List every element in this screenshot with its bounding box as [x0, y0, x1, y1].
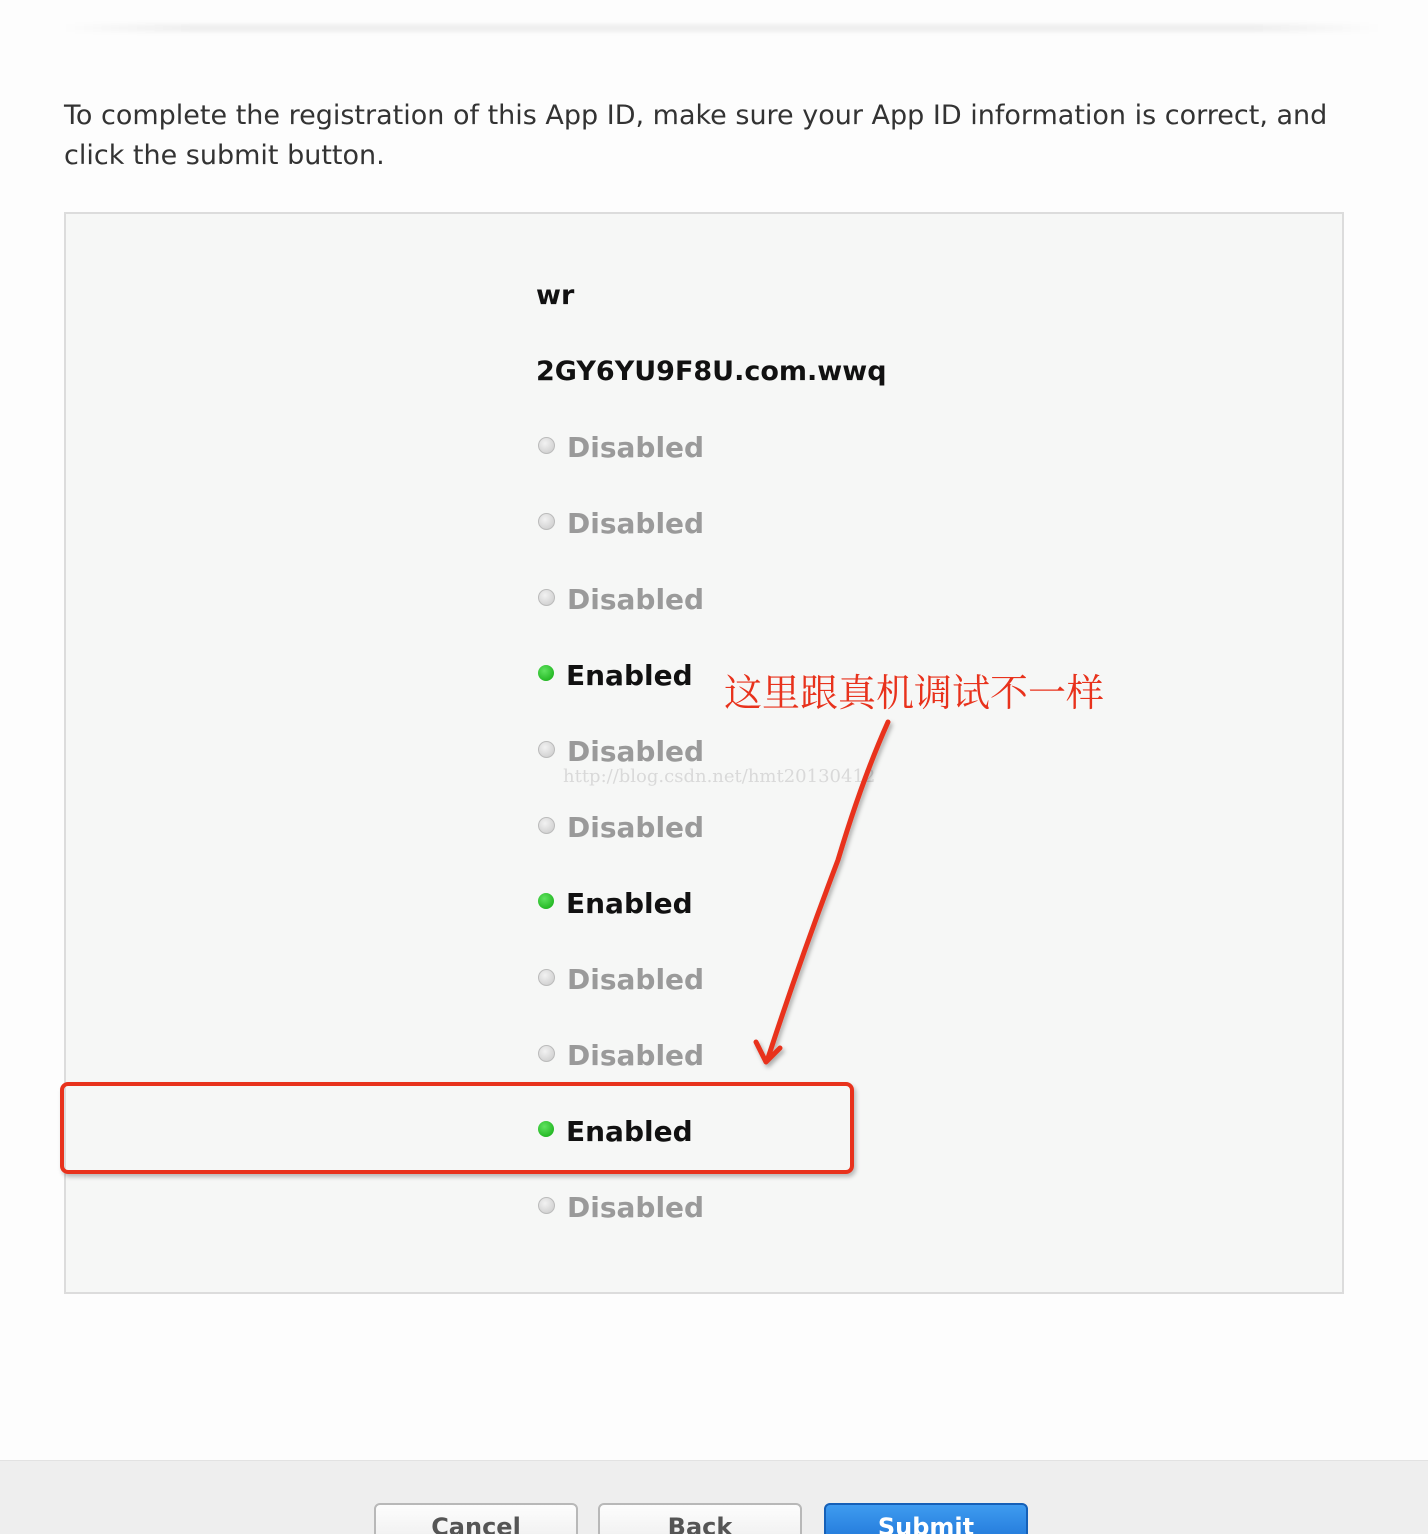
service-status: Disabled — [538, 960, 704, 1000]
service-status: Disabled — [538, 580, 704, 620]
status-dot-icon — [538, 817, 555, 834]
status-dot-icon — [538, 969, 555, 986]
service-status: Disabled — [538, 808, 704, 848]
service-status: Disabled — [538, 732, 704, 772]
annotation-note: 这里跟真机调试不一样 — [724, 671, 1105, 715]
status-dot-icon — [538, 437, 555, 454]
service-status: Disabled — [538, 428, 704, 468]
back-button[interactable]: Back — [598, 1503, 802, 1534]
status-dot-icon — [538, 1197, 555, 1214]
service-status: Disabled — [538, 504, 704, 544]
form-footer — [0, 1460, 1428, 1534]
service-status: Disabled — [538, 1188, 704, 1228]
identifier-value: 2GY6YU9F8U.com.wwq — [536, 356, 887, 387]
status-dot-icon — [538, 893, 554, 909]
watermark-text: http://blog.csdn.net/hmt20130412 — [563, 766, 876, 787]
submit-button[interactable]: Submit — [824, 1503, 1028, 1534]
push-notifications-highlight — [60, 1082, 854, 1174]
status-dot-icon — [538, 513, 555, 530]
status-dot-icon — [538, 665, 554, 681]
status-dot-icon — [538, 1045, 555, 1062]
service-status: Enabled — [538, 884, 693, 924]
service-status: Disabled — [538, 1036, 704, 1076]
instructions-text: To complete the registration of this App ID, make sure your App ID information is correct, and click the submit button. — [64, 100, 1328, 171]
service-status: Enabled — [538, 656, 693, 696]
status-dot-icon — [538, 589, 555, 606]
cancel-button[interactable]: Cancel — [374, 1503, 578, 1534]
status-dot-icon — [538, 741, 555, 758]
service-status: Enabled — [538, 1112, 693, 1152]
description-value: wr — [536, 280, 575, 311]
header-divider — [62, 24, 1382, 32]
